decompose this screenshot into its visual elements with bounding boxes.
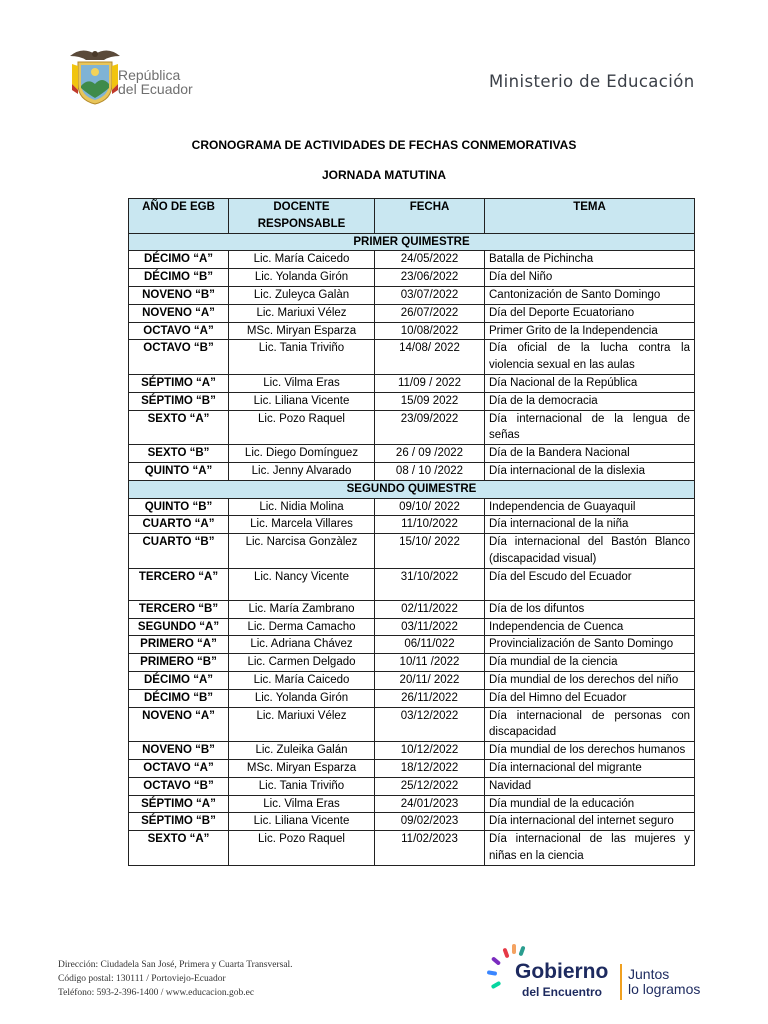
teacher-cell: Lic. Zuleika Galán	[229, 742, 375, 760]
table-row	[129, 671, 695, 689]
grade-cell: OCTAVO “B”	[129, 340, 229, 375]
topic-cell: Día internacional de la niña	[485, 516, 695, 534]
republica-del-ecuador-label	[118, 68, 193, 96]
date-cell: 26/11/2022	[375, 689, 485, 707]
date-cell: 23/06/2022	[375, 269, 485, 287]
teacher-cell: Lic. Derma Camacho	[229, 618, 375, 636]
table-row	[129, 742, 695, 760]
date-cell: 10/08/2022	[375, 322, 485, 340]
topic-cell: Día internacional de la dislexia	[485, 462, 695, 480]
table-row	[129, 498, 695, 516]
header-teacher: DOCENTE RESPONSABLE	[229, 199, 375, 234]
date-cell: 26 / 09 /2022	[375, 445, 485, 463]
table-row	[129, 707, 695, 742]
table-row	[129, 322, 695, 340]
grade-cell: DÉCIMO “B”	[129, 689, 229, 707]
teacher-cell: Lic. Vilma Eras	[229, 795, 375, 813]
table-row	[129, 636, 695, 654]
grade-cell: SEGUNDO “A”	[129, 618, 229, 636]
header-date: FECHA	[375, 199, 485, 234]
date-cell: 08 / 10 /2022	[375, 462, 485, 480]
topic-cell: Independencia de Cuenca	[485, 618, 695, 636]
topic-cell: Día internacional de las mujeres y niñas en la ciencia	[485, 831, 695, 866]
date-cell: 10/11 /2022	[375, 654, 485, 672]
date-cell: 18/12/2022	[375, 759, 485, 777]
date-cell: 15/09 2022	[375, 392, 485, 410]
table-row	[129, 516, 695, 534]
grade-cell: NOVENO “A”	[129, 707, 229, 742]
table-row	[129, 654, 695, 672]
teacher-cell: Lic. Liliana Vicente	[229, 392, 375, 410]
topic-cell: Día del Deporte Ecuatoriano	[485, 304, 695, 322]
date-cell: 14/08/ 2022	[375, 340, 485, 375]
teacher-cell: Lic. Nidia Molina	[229, 498, 375, 516]
grade-cell: DÉCIMO “A”	[129, 671, 229, 689]
teacher-cell: Lic. Tania Triviño	[229, 777, 375, 795]
topic-cell: Día internacional de la lengua de señas	[485, 410, 695, 445]
date-cell: 09/02/2023	[375, 813, 485, 831]
teacher-cell: Lic. María Zambrano	[229, 600, 375, 618]
date-cell: 09/10/ 2022	[375, 498, 485, 516]
date-cell: 11/02/2023	[375, 831, 485, 866]
topic-cell: Navidad	[485, 777, 695, 795]
del-encuentro-wordmark: del Encuentro	[522, 985, 603, 999]
topic-cell: Batalla de Pichincha	[485, 251, 695, 269]
header-topic: TEMA	[485, 199, 695, 234]
teacher-cell: Lic. Carmen Delgado	[229, 654, 375, 672]
topic-cell: Día de los difuntos	[485, 600, 695, 618]
schedule-body	[129, 233, 695, 865]
juntos-lo-logramos	[628, 967, 700, 997]
table-row	[129, 462, 695, 480]
date-cell: 20/11/ 2022	[375, 671, 485, 689]
date-cell: 11/09 / 2022	[375, 374, 485, 392]
table-row	[129, 689, 695, 707]
document-title: CRONOGRAMA DE ACTIVIDADES DE FECHAS CONMEMORATIVAS	[191, 138, 577, 152]
grade-cell: OCTAVO “A”	[129, 322, 229, 340]
topic-cell: Primer Grito de la Independencia	[485, 322, 695, 340]
table-row	[129, 340, 695, 375]
table-row	[129, 600, 695, 618]
del-ecuador-line: del Ecuador	[118, 81, 193, 97]
phone-line: Teléfono: 593-2-396-1400 / www.educacion.gob.ec	[58, 988, 255, 998]
date-cell: 06/11/022	[375, 636, 485, 654]
grade-cell: OCTAVO “B”	[129, 777, 229, 795]
section-row	[129, 233, 695, 251]
teacher-cell: Lic. Zuleyca Galàn	[229, 286, 375, 304]
gobierno-wordmark: Gobierno	[515, 960, 609, 983]
date-cell: 26/07/2022	[375, 304, 485, 322]
date-cell: 02/11/2022	[375, 600, 485, 618]
topic-cell: Día del Himno del Ecuador	[485, 689, 695, 707]
grade-cell: CUARTO “B”	[129, 534, 229, 569]
grade-cell: SÉPTIMO “A”	[129, 374, 229, 392]
topic-cell: Día mundial de la ciencia	[485, 654, 695, 672]
grade-cell: SEXTO “B”	[129, 445, 229, 463]
topic-cell: Independencia de Guayaquil	[485, 498, 695, 516]
teacher-cell: Lic. María Caicedo	[229, 671, 375, 689]
date-cell: 25/12/2022	[375, 777, 485, 795]
section-row	[129, 480, 695, 498]
topic-cell: Día internacional del Bastón Blanco (discapacidad visual)	[485, 534, 695, 569]
grade-cell: SÉPTIMO “B”	[129, 813, 229, 831]
table-row	[129, 831, 695, 866]
grade-cell: CUARTO “A”	[129, 516, 229, 534]
date-cell: 11/10/2022	[375, 516, 485, 534]
postal-line: Código postal: 130111 / Portoviejo-Ecuador	[58, 974, 226, 984]
teacher-cell: Lic. Mariuxi Vélez	[229, 707, 375, 742]
table-row	[129, 813, 695, 831]
grade-cell: PRIMERO “A”	[129, 636, 229, 654]
date-cell: 03/11/2022	[375, 618, 485, 636]
topic-cell: Día internacional del migrante	[485, 759, 695, 777]
teacher-cell: Lic. María Caicedo	[229, 251, 375, 269]
date-cell: 24/05/2022	[375, 251, 485, 269]
date-cell: 03/07/2022	[375, 286, 485, 304]
grade-cell: SEXTO “A”	[129, 831, 229, 866]
table-row	[129, 286, 695, 304]
date-cell: 31/10/2022	[375, 568, 485, 600]
topic-cell: Día del Niño	[485, 269, 695, 287]
topic-cell: Día mundial de los derechos del niño	[485, 671, 695, 689]
address-line: Dirección: Ciudadela San José, Primera y Cuarta Transversal.	[58, 960, 293, 970]
date-cell: 10/12/2022	[375, 742, 485, 760]
table-row	[129, 618, 695, 636]
juntos-line: Juntos	[628, 966, 670, 982]
teacher-cell: Lic. Jenny Alvarado	[229, 462, 375, 480]
date-cell: 23/09/2022	[375, 410, 485, 445]
table-row	[129, 795, 695, 813]
date-cell: 24/01/2023	[375, 795, 485, 813]
section-title: PRIMER QUIMESTRE	[129, 233, 695, 251]
teacher-cell: Lic. Nancy Vicente	[229, 568, 375, 600]
table-row	[129, 534, 695, 569]
teacher-cell: Lic. Adriana Chávez	[229, 636, 375, 654]
lo-logramos-line: lo logramos	[628, 981, 701, 997]
logo-divider	[620, 964, 622, 1000]
table-header-row	[129, 199, 695, 234]
table-row	[129, 777, 695, 795]
table-row	[129, 304, 695, 322]
teacher-cell: Lic. Narcisa Gonzàlez	[229, 534, 375, 569]
table-row	[129, 392, 695, 410]
teacher-cell: Lic. Yolanda Girón	[229, 689, 375, 707]
grade-cell: PRIMERO “B”	[129, 654, 229, 672]
teacher-cell: Lic. Pozo Raquel	[229, 831, 375, 866]
republica-line: República	[118, 67, 181, 83]
grade-cell: OCTAVO “A”	[129, 759, 229, 777]
letterhead	[0, 0, 768, 120]
topic-cell: Día de la Bandera Nacional	[485, 445, 695, 463]
topic-cell: Día internacional del internet seguro	[485, 813, 695, 831]
teacher-cell: Lic. Vilma Eras	[229, 374, 375, 392]
schedule-table	[128, 198, 695, 866]
footer-address	[58, 958, 293, 1000]
table-row	[129, 759, 695, 777]
document-subtitle: JORNADA MATUTINA	[322, 168, 446, 182]
topic-cell: Día del Escudo del Ecuador	[485, 568, 695, 600]
table-row	[129, 374, 695, 392]
grade-cell: DÉCIMO “B”	[129, 269, 229, 287]
teacher-cell: Lic. Yolanda Girón	[229, 269, 375, 287]
topic-cell: Día de la democracia	[485, 392, 695, 410]
table-row	[129, 410, 695, 445]
topic-cell: Día mundial de la educación	[485, 795, 695, 813]
grade-cell: DÉCIMO “A”	[129, 251, 229, 269]
grade-cell: NOVENO “B”	[129, 742, 229, 760]
table-row	[129, 568, 695, 600]
topic-cell: Día oficial de la lucha contra la violencia sexual en las aulas	[485, 340, 695, 375]
teacher-cell: Lic. Liliana Vicente	[229, 813, 375, 831]
grade-cell: NOVENO “A”	[129, 304, 229, 322]
date-cell: 03/12/2022	[375, 707, 485, 742]
ecuador-coat-of-arms-icon	[64, 44, 126, 106]
grade-cell: QUINTO “A”	[129, 462, 229, 480]
section-title: SEGUNDO QUIMESTRE	[129, 480, 695, 498]
teacher-cell: Lic. Tania Triviño	[229, 340, 375, 375]
teacher-cell: Lic. Pozo Raquel	[229, 410, 375, 445]
topic-cell: Día internacional de personas con discapacidad	[485, 707, 695, 742]
teacher-cell: MSc. Miryan Esparza	[229, 322, 375, 340]
table-row	[129, 445, 695, 463]
topic-cell: Día mundial de los derechos humanos	[485, 742, 695, 760]
teacher-cell: Lic. Marcela Villares	[229, 516, 375, 534]
grade-cell: SÉPTIMO “A”	[129, 795, 229, 813]
grade-cell: NOVENO “B”	[129, 286, 229, 304]
teacher-cell: Lic. Mariuxi Vélez	[229, 304, 375, 322]
table-row	[129, 251, 695, 269]
grade-cell: SÉPTIMO “B”	[129, 392, 229, 410]
ministerio-label: Ministerio de Educación	[489, 72, 695, 91]
header-grade: AÑO DE EGB	[129, 199, 229, 234]
grade-cell: TERCERO “B”	[129, 600, 229, 618]
grade-cell: TERCERO “A”	[129, 568, 229, 600]
topic-cell: Día Nacional de la República	[485, 374, 695, 392]
table-row	[129, 269, 695, 287]
topic-cell: Provincialización de Santo Domingo	[485, 636, 695, 654]
teacher-cell: Lic. Diego Domínguez	[229, 445, 375, 463]
grade-cell: QUINTO “B”	[129, 498, 229, 516]
grade-cell: SEXTO “A”	[129, 410, 229, 445]
date-cell: 15/10/ 2022	[375, 534, 485, 569]
topic-cell: Cantonización de Santo Domingo	[485, 286, 695, 304]
teacher-cell: MSc. Miryan Esparza	[229, 759, 375, 777]
